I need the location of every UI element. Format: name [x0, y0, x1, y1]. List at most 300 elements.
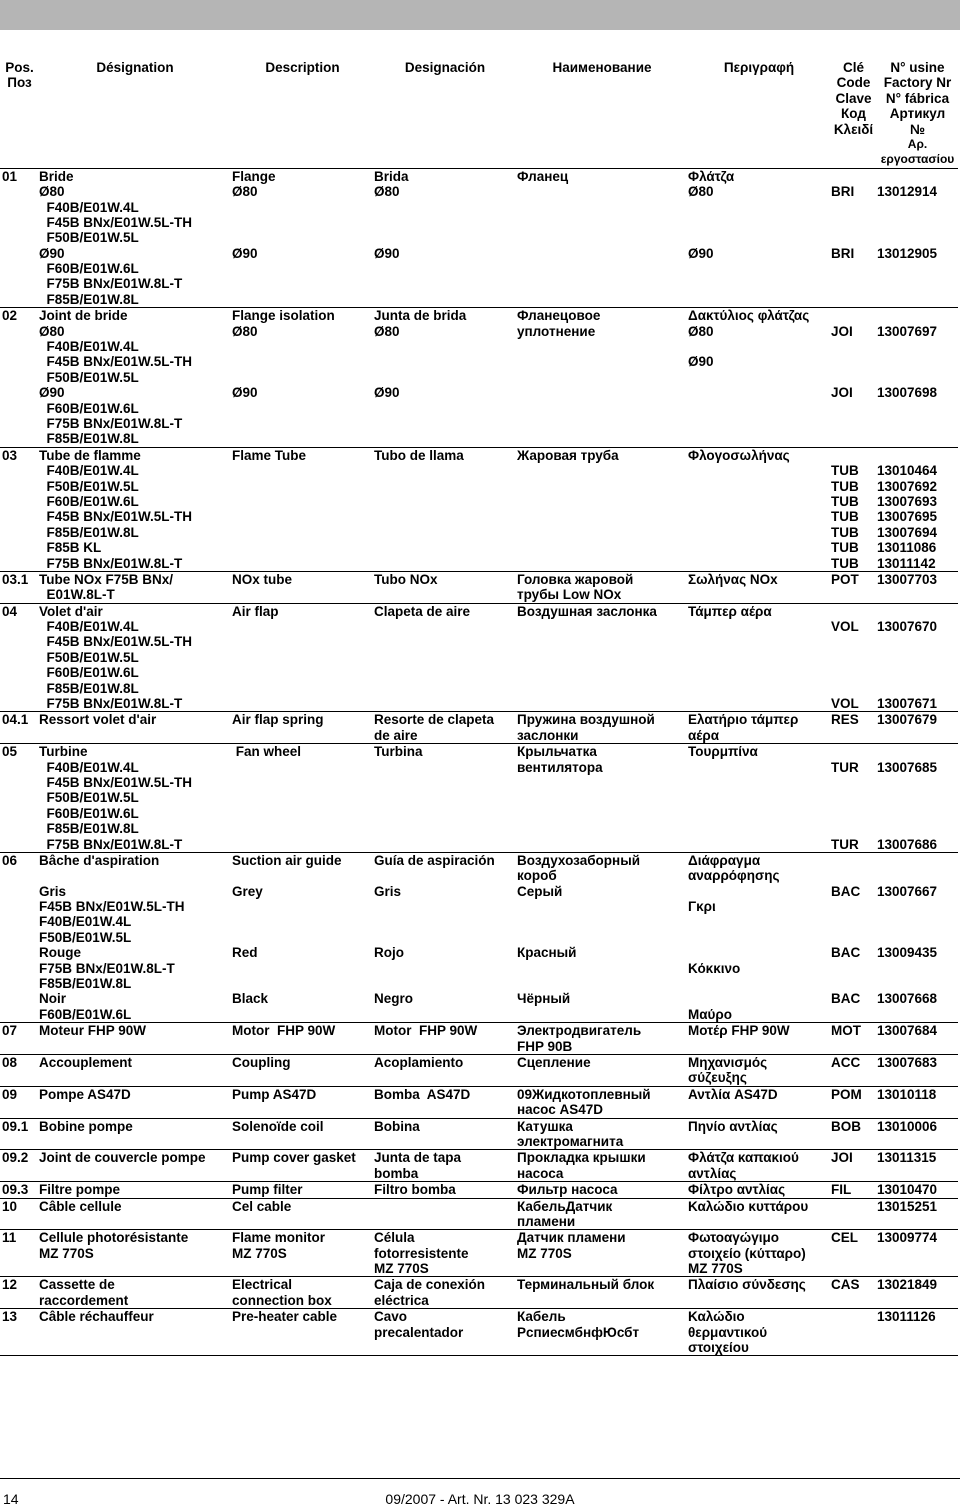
- cell-line: TUR: [831, 759, 859, 775]
- cell-line: Bâche d'aspiration: [39, 852, 160, 868]
- cell-code: [830, 168, 876, 308]
- cell-line: VOL: [831, 619, 859, 635]
- cell-line: Black: [232, 991, 269, 1007]
- cell-line: уплотнение: [517, 323, 596, 339]
- cell-line: [374, 1199, 516, 1214]
- cell-line: Brida: [374, 168, 409, 184]
- cell-designation-fr: [38, 1086, 231, 1118]
- cell-line: [877, 899, 958, 914]
- cell-naimenovanie-ru: [516, 1150, 687, 1182]
- cell-line: Воздушная заслонка: [517, 603, 657, 619]
- cell-line: [877, 961, 958, 976]
- cell-line: Δακτύλιος φλάτζας: [688, 308, 810, 324]
- table-row: [0, 1086, 958, 1118]
- header-factory-number: N° usine Factory Nr N° fábrica Артикул № Αρ. εργοστασίου: [876, 60, 958, 168]
- cell-line: Clapeta de aire: [374, 603, 471, 619]
- cell-naimenovanie-ru: [516, 1198, 687, 1230]
- cell-line: 05: [2, 744, 18, 760]
- cell-line: 04: [2, 603, 18, 619]
- cell-perigrafi-el: [687, 1198, 830, 1230]
- cell-line: 06: [2, 852, 18, 868]
- cell-line: 13007671: [877, 696, 938, 712]
- cell-line: Ø80: [688, 323, 714, 339]
- cell-naimenovanie-ru: [516, 447, 687, 571]
- cell-factory-number: [876, 1055, 958, 1087]
- cell-line: Электродвигатель: [517, 1023, 642, 1039]
- cell-naimenovanie-ru: [516, 1118, 687, 1150]
- cell-code: [830, 1182, 876, 1198]
- cell-line: Célula: [374, 1230, 415, 1246]
- cell-line: BRI: [831, 245, 855, 261]
- cell-line: Cassette de: [39, 1277, 115, 1293]
- parts-list-table-container: [0, 60, 958, 1460]
- cell-line: 13011315: [877, 1150, 937, 1166]
- cell-code: [830, 1277, 876, 1309]
- cell-perigrafi-el: [687, 1309, 830, 1356]
- cell-line: [831, 681, 876, 696]
- cell-line: 13007679: [877, 712, 938, 728]
- table-row: [0, 744, 958, 853]
- page-number: 14: [3, 1491, 19, 1507]
- cell-line: 08: [2, 1055, 18, 1070]
- cell-line: [831, 930, 876, 945]
- cell-line: Gris: [39, 883, 67, 899]
- cell-line: [374, 215, 516, 230]
- cell-line: 13007697: [877, 323, 938, 339]
- cell-line: [232, 930, 373, 945]
- cell-line: Bride: [39, 168, 74, 184]
- cell-line: Câble cellule: [39, 1198, 122, 1214]
- cell-line: Μαύρο: [688, 1006, 733, 1022]
- cell-line: Крыльчатка: [517, 744, 597, 760]
- cell-line: 09Жидкотоплевный: [517, 1086, 651, 1102]
- cell-line: Катушка: [517, 1118, 573, 1134]
- header-description-en: Description: [231, 60, 373, 168]
- cell-pos: [0, 744, 38, 853]
- cell-line: Motor FHP 90W: [232, 1023, 336, 1039]
- cell-line: Ø90: [688, 354, 714, 370]
- table-body: [0, 168, 958, 1356]
- cell-factory-number: [876, 1086, 958, 1118]
- cell-line: F50B/E01W.5L: [39, 369, 139, 385]
- cell-pos: [0, 1230, 38, 1277]
- cell-naimenovanie-ru: [516, 168, 687, 308]
- cell-description-en: [231, 571, 373, 603]
- header-code: Clé Code Clave Код Κλειδί: [830, 60, 876, 168]
- cell-pos: [0, 852, 38, 1022]
- cell-factory-number: [876, 168, 958, 308]
- cell-line: F60B/E01W.6L: [39, 665, 139, 681]
- cell-line: F45B BNx/E01W.5L-TH: [39, 634, 193, 650]
- cell-line: Γκρι: [688, 899, 716, 915]
- cell-line: MZ 770S: [39, 1245, 94, 1261]
- cell-naimenovanie-ru: [516, 1055, 687, 1087]
- cell-designation-fr: [38, 1055, 231, 1087]
- cell-line: [877, 868, 958, 883]
- cell-line: 07: [2, 1023, 18, 1039]
- cell-line: Ø90: [39, 385, 65, 401]
- cell-line: RES: [831, 712, 859, 728]
- cell-line: F50B/E01W.5L: [39, 478, 139, 494]
- cell-line: Bobina: [374, 1118, 420, 1134]
- cell-factory-number: [876, 1118, 958, 1150]
- cell-line: TUB: [831, 524, 859, 540]
- cell-line: [374, 354, 516, 369]
- cell-line: Μοτέρ FHP 90W: [688, 1023, 790, 1039]
- cell-designacion-es: [373, 1055, 516, 1087]
- table-row: [0, 1182, 958, 1198]
- table-row: [0, 603, 958, 712]
- cell-line: [831, 790, 876, 805]
- cell-factory-number: [876, 1277, 958, 1309]
- cell-line: eléctrica: [374, 1292, 429, 1308]
- cell-designation-fr: [38, 744, 231, 853]
- cell-description-en: [231, 603, 373, 712]
- cell-line: Volet d'air: [39, 603, 103, 619]
- cell-line: Guía de aspiración: [374, 852, 495, 868]
- cell-factory-number: [876, 852, 958, 1022]
- cell-line: 13007695: [877, 509, 938, 525]
- cell-line: [831, 215, 876, 230]
- cell-line: MZ 770S: [688, 1261, 743, 1277]
- cell-designation-fr: [38, 1309, 231, 1356]
- cell-factory-number: [876, 1309, 958, 1356]
- cell-designation-fr: [38, 1182, 231, 1198]
- cell-line: Фланецовое: [517, 308, 601, 324]
- cell-factory-number: [876, 744, 958, 853]
- header-naimenovanie-ru: Наименование: [516, 60, 687, 168]
- cell-line: BOB: [831, 1118, 861, 1134]
- cell-line: насос AS47D: [517, 1102, 604, 1118]
- cell-line: Red: [232, 945, 258, 961]
- cell-line: 13007703: [877, 571, 938, 587]
- cell-line: [688, 991, 830, 1006]
- cell-line: 13011126: [877, 1309, 936, 1325]
- cell-perigrafi-el: [687, 712, 830, 744]
- footer-rule: [0, 1478, 960, 1479]
- cell-naimenovanie-ru: [516, 603, 687, 712]
- cell-line: [877, 169, 958, 184]
- header-designacion-es: Designación: [373, 60, 516, 168]
- cell-factory-number: [876, 1230, 958, 1277]
- cell-designacion-es: [373, 571, 516, 603]
- cell-line: Pump AS47D: [232, 1086, 317, 1102]
- cell-line: [877, 681, 958, 696]
- cell-naimenovanie-ru: [516, 571, 687, 603]
- cell-line: [688, 884, 830, 899]
- cell-code: [830, 1150, 876, 1182]
- cell-line: вентилятора: [517, 759, 603, 775]
- cell-line: BAC: [831, 991, 861, 1007]
- cell-line: [232, 914, 373, 929]
- cell-line: TUB: [831, 463, 859, 479]
- cell-line: F50B/E01W.5L: [39, 649, 139, 665]
- cell-line: Turbina: [374, 744, 423, 760]
- cell-designacion-es: [373, 1198, 516, 1230]
- cell-line: Серый: [517, 883, 563, 899]
- cell-line: [877, 308, 958, 323]
- cell-description-en: [231, 447, 373, 571]
- document-reference: 09/2007 - Art. Nr. 13 023 329A: [385, 1491, 575, 1507]
- cell-line: [232, 370, 373, 385]
- cell-line: [877, 930, 958, 945]
- cell-line: [688, 976, 830, 991]
- cell-line: Воздухозаборный: [517, 852, 641, 868]
- cell-line: Cellule photorésistante: [39, 1230, 189, 1246]
- cell-line: F40B/E01W.4L: [39, 759, 139, 775]
- cell-line: Головка жаровой: [517, 571, 634, 587]
- cell-line: F85B/E01W.8L: [39, 976, 132, 992]
- cell-line: [877, 806, 958, 821]
- cell-factory-number: [876, 712, 958, 744]
- cell-line: Φλάτζα καπακιού: [688, 1150, 799, 1166]
- cell-line: [831, 354, 876, 369]
- cell-line: [374, 370, 516, 385]
- cell-line: [877, 790, 958, 805]
- cell-line: MOT: [831, 1023, 861, 1039]
- cell-line: Bomba AS47D: [374, 1086, 471, 1102]
- cell-line: [877, 744, 958, 759]
- cell-line: [517, 930, 687, 945]
- cell-line: MZ 770S: [232, 1245, 287, 1261]
- cell-line: [688, 945, 830, 960]
- cell-line: Flame monitor: [232, 1230, 326, 1246]
- cell-designacion-es: [373, 1277, 516, 1309]
- cell-line: F75B BNx/E01W.8L-T: [39, 415, 183, 431]
- cell-line: BAC: [831, 945, 861, 961]
- table-row: [0, 852, 958, 1022]
- cell-perigrafi-el: [687, 1118, 830, 1150]
- cell-line: [374, 961, 516, 976]
- cell-description-en: [231, 1230, 373, 1277]
- cell-line: Tube NOx F75B BNx/: [39, 571, 174, 587]
- cell-designacion-es: [373, 603, 516, 712]
- cell-line: Ø80: [374, 184, 400, 200]
- cell-pos: [0, 1118, 38, 1150]
- cell-line: Turbine: [39, 744, 88, 760]
- cell-line: Φλάτζα: [688, 168, 735, 184]
- cell-line: F60B/E01W.6L: [39, 1006, 132, 1022]
- cell-line: Ø80: [232, 323, 258, 339]
- cell-line: Câble réchauffeur: [39, 1309, 154, 1325]
- header-pos: Pos. Поз: [0, 60, 38, 168]
- cell-naimenovanie-ru: [516, 1309, 687, 1356]
- cell-line: 13010006: [877, 1118, 938, 1134]
- cell-line: [877, 200, 958, 215]
- cell-description-en: [231, 1023, 373, 1055]
- cell-line: F45B BNx/E01W.5L-TH: [39, 509, 193, 525]
- cell-line: 13007670: [877, 619, 938, 635]
- cell-line: [831, 914, 876, 929]
- cell-line: F75B BNx/E01W.8L-T: [39, 960, 175, 976]
- cell-line: заслонки: [517, 727, 579, 743]
- cell-line: [831, 448, 876, 463]
- cell-line: TUB: [831, 493, 859, 509]
- cell-line: αέρα: [688, 727, 720, 743]
- cell-line: MZ 770S: [374, 1261, 429, 1277]
- cell-description-en: [231, 1150, 373, 1182]
- cell-line: [831, 665, 876, 680]
- cell-line: 13009435: [877, 945, 938, 961]
- cell-line: Ø90: [688, 245, 714, 261]
- cell-line: [374, 339, 516, 354]
- cell-description-en: [231, 1182, 373, 1198]
- cell-description-en: [231, 852, 373, 1022]
- table-row: [0, 1198, 958, 1230]
- cell-line: [877, 914, 958, 929]
- cell-line: CEL: [831, 1230, 858, 1246]
- cell-factory-number: [876, 447, 958, 571]
- cell-line: POT: [831, 571, 859, 587]
- cell-designacion-es: [373, 447, 516, 571]
- cell-line: Negro: [374, 991, 414, 1007]
- cell-line: [374, 930, 516, 945]
- table-row: [0, 168, 958, 308]
- cell-line: короб: [517, 868, 557, 884]
- cell-line: NOx tube: [232, 571, 293, 587]
- cell-perigrafi-el: [687, 1150, 830, 1182]
- cell-line: Σωλήνας NOx: [688, 571, 778, 587]
- cell-line: Cel cable: [232, 1198, 292, 1214]
- cell-line: [877, 604, 958, 619]
- cell-line: Πλαίσιο σύνδεσης: [688, 1277, 806, 1293]
- cell-line: Ø90: [374, 385, 400, 401]
- cell-line: 09.2: [2, 1150, 29, 1166]
- cell-line: F85B/E01W.8L: [39, 821, 139, 837]
- cell-code: [830, 1198, 876, 1230]
- cell-line: Ø80: [39, 323, 65, 339]
- cell-line: F45B BNx/E01W.5L-TH: [39, 774, 193, 790]
- cell-line: Grey: [232, 883, 263, 899]
- cell-code: [830, 1118, 876, 1150]
- cell-naimenovanie-ru: [516, 744, 687, 853]
- cell-line: JOI: [831, 323, 853, 339]
- cell-line: 03: [2, 447, 18, 463]
- cell-line: [831, 230, 876, 245]
- cell-designacion-es: [373, 1182, 516, 1198]
- cell-line: [232, 961, 373, 976]
- cell-line: Motor FHP 90W: [374, 1023, 478, 1039]
- cell-line: насоса: [517, 1165, 564, 1181]
- cell-description-en: [231, 744, 373, 853]
- cell-line: [232, 230, 373, 245]
- cell-perigrafi-el: [687, 1230, 830, 1277]
- cell-pos: [0, 571, 38, 603]
- cell-description-en: [231, 1086, 373, 1118]
- cell-perigrafi-el: [687, 447, 830, 571]
- cell-line: F85B/E01W.8L: [39, 680, 139, 696]
- cell-line: [831, 775, 876, 790]
- cell-perigrafi-el: [687, 1055, 830, 1087]
- cell-line: Coupling: [232, 1055, 291, 1070]
- cell-line: Pump cover gasket: [232, 1150, 356, 1166]
- cell-line: Tube de flamme: [39, 447, 141, 463]
- cell-line: 12: [2, 1277, 18, 1293]
- cell-line: 13012914: [877, 184, 938, 200]
- cell-line: Bobine pompe: [39, 1118, 133, 1134]
- cell-line: CAS: [831, 1277, 860, 1293]
- cell-line: Αντλία AS47D: [688, 1086, 778, 1102]
- cell-line: [877, 650, 958, 665]
- cell-line: [831, 976, 876, 991]
- cell-perigrafi-el: [687, 1086, 830, 1118]
- cell-line: Чёрный: [517, 991, 571, 1007]
- cell-line: [831, 308, 876, 323]
- cell-designation-fr: [38, 1023, 231, 1055]
- parts-list-table: [0, 60, 958, 1356]
- cell-designacion-es: [373, 1150, 516, 1182]
- cell-line: F50B/E01W.5L: [39, 230, 139, 246]
- cell-perigrafi-el: [687, 168, 830, 308]
- cell-line: Fan wheel: [232, 744, 302, 760]
- cell-line: Rouge: [39, 945, 81, 961]
- cell-line: [831, 853, 876, 868]
- cell-designacion-es: [373, 1118, 516, 1150]
- cell-line: Joint de bride: [39, 308, 128, 324]
- cell-line: [688, 339, 830, 354]
- cell-perigrafi-el: [687, 1182, 830, 1198]
- cell-line: F75B BNx/E01W.8L-T: [39, 276, 183, 292]
- cell-pos: [0, 1055, 38, 1087]
- cell-perigrafi-el: [687, 852, 830, 1022]
- cell-line: Gris: [374, 883, 402, 899]
- cell-line: [374, 230, 516, 245]
- cell-line: [877, 448, 958, 463]
- table-row: [0, 447, 958, 571]
- cell-factory-number: [876, 603, 958, 712]
- cell-line: precalentador: [374, 1324, 464, 1340]
- cell-naimenovanie-ru: [516, 1023, 687, 1055]
- cell-line: αντλίας: [688, 1165, 737, 1181]
- cell-line: Ø80: [232, 184, 258, 200]
- cell-line: 11: [2, 1230, 17, 1246]
- cell-line: 13021849: [877, 1277, 938, 1293]
- cell-line: [831, 370, 876, 385]
- cell-description-en: [231, 1118, 373, 1150]
- cell-line: [831, 200, 876, 215]
- cell-line: 13009774: [877, 1230, 938, 1246]
- cell-line: [877, 665, 958, 680]
- cell-designation-fr: [38, 1230, 231, 1277]
- cell-line: [232, 339, 373, 354]
- cell-description-en: [231, 1309, 373, 1356]
- cell-pos: [0, 308, 38, 448]
- cell-line: F85B/E01W.8L: [39, 291, 139, 307]
- table-row: [0, 1023, 958, 1055]
- cell-line: Ελατήριο τάμπερ: [688, 712, 799, 728]
- cell-factory-number: [876, 1023, 958, 1055]
- cell-line: F50B/E01W.5L: [39, 790, 139, 806]
- cell-line: 13007692: [877, 478, 938, 494]
- cell-pos: [0, 603, 38, 712]
- table-row: [0, 1118, 958, 1150]
- cell-line: Фильтр насоса: [517, 1182, 618, 1198]
- cell-line: Φλογοσωλήνας: [688, 447, 790, 463]
- cell-naimenovanie-ru: [516, 308, 687, 448]
- cell-line: JOI: [831, 385, 853, 401]
- page-footer: [0, 1478, 960, 1509]
- cell-pos: [0, 168, 38, 308]
- cell-line: Air flap spring: [232, 712, 324, 728]
- cell-line: [232, 200, 373, 215]
- cell-line: POM: [831, 1086, 862, 1102]
- cell-line: [688, 200, 830, 215]
- cell-designacion-es: [373, 1230, 516, 1277]
- cell-line: Кабель: [517, 1309, 566, 1325]
- cell-perigrafi-el: [687, 1023, 830, 1055]
- cell-pos: [0, 1198, 38, 1230]
- cell-pos: [0, 1023, 38, 1055]
